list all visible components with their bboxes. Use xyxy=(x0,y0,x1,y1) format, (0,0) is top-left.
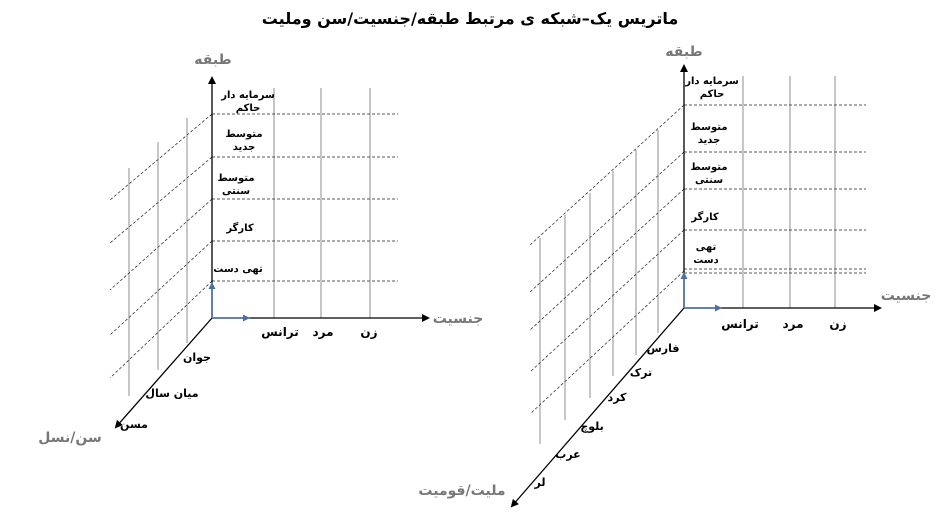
right-depth-label: فارس xyxy=(646,342,680,355)
left-depth-label: مسن xyxy=(120,418,148,431)
left-class-label: متوسط سنتی xyxy=(217,173,255,197)
left-depth-label: جوان xyxy=(183,351,211,364)
left-depth-axis xyxy=(116,318,212,427)
left-vertical-axis-label: طبقه xyxy=(194,52,232,68)
left-depth-axis-label: سن/نسل xyxy=(38,430,102,446)
left-class-label: متوسط جدید xyxy=(225,129,263,153)
right-depth-axis-label: ملیت/قومیت xyxy=(418,483,506,499)
right-gender-label: ترانس xyxy=(721,317,759,331)
right-depth-label: عرب xyxy=(555,448,581,461)
right-gender-label: زن xyxy=(829,317,847,331)
right-class-label: سرمایه دار حاکم xyxy=(685,76,739,100)
right-depth-label: کرد xyxy=(607,391,627,404)
left-matrix xyxy=(38,52,483,446)
left-class-label: سرمایه دار حاکم xyxy=(221,90,275,114)
right-depth-verticals xyxy=(540,130,658,444)
right-class-label: متوسط جدید xyxy=(690,122,728,146)
left-class-label: کارگر xyxy=(226,223,254,234)
right-horizontal-axis-label: جنسیت xyxy=(880,288,932,304)
left-gender-label: ترانس xyxy=(261,325,299,339)
right-depth-label: بلوچ xyxy=(580,420,604,433)
left-gender-label: زن xyxy=(360,325,378,339)
diagram-title: ماتریس یک–شبکه ی مرتبط طبقه/جنسیت/سن وملیت xyxy=(261,9,679,28)
left-class-label: تهی دست xyxy=(213,264,263,275)
right-depth-label: ترک xyxy=(629,366,653,379)
right-class-label: تهی دست xyxy=(693,242,719,266)
right-class-label: کارگر xyxy=(691,212,719,223)
left-horizontal-axis-label: جنسیت xyxy=(432,311,484,327)
right-gender-label: مرد xyxy=(782,317,804,331)
left-depth-label: میان سال xyxy=(145,387,199,400)
left-depth-verticals xyxy=(129,118,187,396)
left-gender-gridlines xyxy=(274,88,370,318)
left-depth-gridlines xyxy=(110,114,212,378)
right-depth-gridlines xyxy=(530,105,684,414)
right-class-label: متوسط سنتی xyxy=(690,162,728,186)
right-depth-label: لر xyxy=(534,476,546,489)
right-matrix xyxy=(418,44,931,506)
right-vertical-axis-label: طبقه xyxy=(665,44,703,60)
left-gender-label: مرد xyxy=(312,325,334,339)
